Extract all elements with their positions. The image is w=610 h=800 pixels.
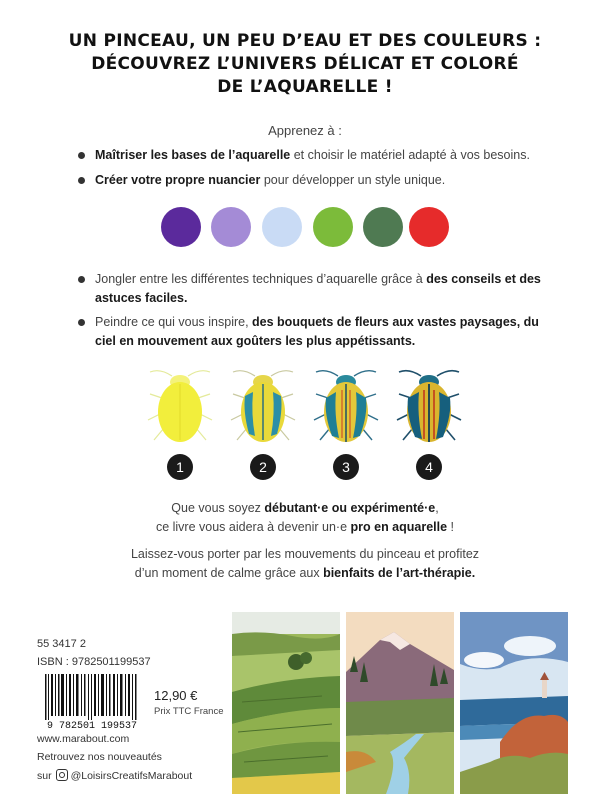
bullet-inspiration bbox=[78, 313, 548, 351]
beetle-step-4 bbox=[391, 362, 467, 448]
bullet-dot bbox=[78, 276, 85, 283]
product-code: 55 3417 2 bbox=[37, 638, 86, 650]
news-text: Retrouvez nos nouveautés bbox=[37, 751, 162, 763]
text: ce livre vous aidera à devenir un·e bbox=[155, 520, 351, 534]
bullet-text: et choisir le matériel adapté à vos besoins. bbox=[290, 148, 530, 162]
text: ! bbox=[447, 520, 455, 534]
website[interactable]: www.marabout.com bbox=[37, 733, 130, 745]
bullet-bold: Maîtriser les bases de l’aquarelle bbox=[95, 148, 291, 162]
swatch-green bbox=[313, 207, 353, 247]
relax-paragraph bbox=[0, 545, 610, 583]
bullet-text: Jongler entre les différentes techniques d’aquarelle grâce à bbox=[95, 272, 427, 286]
beetle-step-2 bbox=[225, 362, 301, 448]
bullet-nuancier bbox=[78, 171, 548, 190]
headline bbox=[30, 30, 580, 99]
bullet-bold: Créer votre propre nuancier bbox=[95, 173, 261, 187]
step-number-2: 2 bbox=[250, 454, 276, 480]
price-note: Prix TTC France bbox=[154, 706, 224, 717]
painting-coast bbox=[460, 612, 568, 794]
bullet-text: pour développer un style unique. bbox=[260, 173, 446, 187]
beetle-step-3 bbox=[308, 362, 384, 448]
price: 12,90 € bbox=[154, 688, 198, 703]
painting-mountain bbox=[346, 612, 454, 794]
bullet-bold: des conseils et des astuces faciles. bbox=[95, 272, 541, 305]
instagram-icon bbox=[56, 769, 68, 781]
painting-fields bbox=[232, 612, 340, 794]
text-bold: débutant·e ou expérimenté·e bbox=[264, 501, 436, 515]
isbn: ISBN : 9782501199537 bbox=[37, 656, 151, 668]
bullet-text: Peindre ce qui vous inspire, bbox=[95, 315, 253, 329]
bullet-basics bbox=[78, 146, 548, 165]
social-line bbox=[37, 769, 192, 782]
relax-line-1: Laissez-vous porter par les mouvements du pinceau et profitez bbox=[130, 547, 480, 561]
bullet-dot bbox=[78, 319, 85, 326]
text-bold: pro en aquarelle bbox=[350, 520, 448, 534]
swatch-dark-green bbox=[363, 207, 403, 247]
text: d’un moment de calme grâce aux bbox=[134, 566, 324, 580]
headline-line-2: DÉCOUVREZ L’UNIVERS DÉLICAT ET COLORÉ bbox=[91, 54, 519, 74]
barcode-digits: 9 782501 199537 bbox=[46, 721, 138, 730]
bullet-dot bbox=[78, 177, 85, 184]
text-bold: bienfaits de l’art-thérapie. bbox=[323, 566, 476, 580]
audience-line-1 bbox=[0, 499, 610, 518]
swatch-red bbox=[409, 207, 449, 247]
headline-line-1: UN PINCEAU, UN PEU D’EAU ET DES COULEURS : bbox=[68, 31, 542, 51]
swatch-lavender bbox=[211, 207, 251, 247]
bullet-bold: des bouquets de fleurs aux vastes paysages, du ciel en mouvement aux goûters les plus appétissants. bbox=[95, 315, 539, 348]
audience-paragraph bbox=[0, 499, 610, 537]
swatch-dark-purple bbox=[161, 207, 201, 247]
headline-line-3: DE L’AQUARELLE ! bbox=[217, 77, 393, 97]
audience-line-2 bbox=[0, 518, 610, 537]
barcode bbox=[37, 672, 147, 730]
bullet-dot bbox=[78, 152, 85, 159]
text: Que vous soyez bbox=[171, 501, 265, 515]
bullet-techniques bbox=[78, 270, 548, 308]
beetle-step-1 bbox=[142, 362, 218, 448]
social-prefix: sur bbox=[37, 770, 52, 782]
intro-text: Apprenez à : bbox=[268, 123, 342, 138]
step-number-3: 3 bbox=[333, 454, 359, 480]
relax-line-2 bbox=[0, 564, 610, 583]
swatch-light-blue bbox=[262, 207, 302, 247]
step-number-4: 4 bbox=[416, 454, 442, 480]
social-handle[interactable]: @LoisirsCreatifsMarabout bbox=[70, 770, 193, 782]
step-number-1: 1 bbox=[167, 454, 193, 480]
text: , bbox=[435, 501, 439, 515]
